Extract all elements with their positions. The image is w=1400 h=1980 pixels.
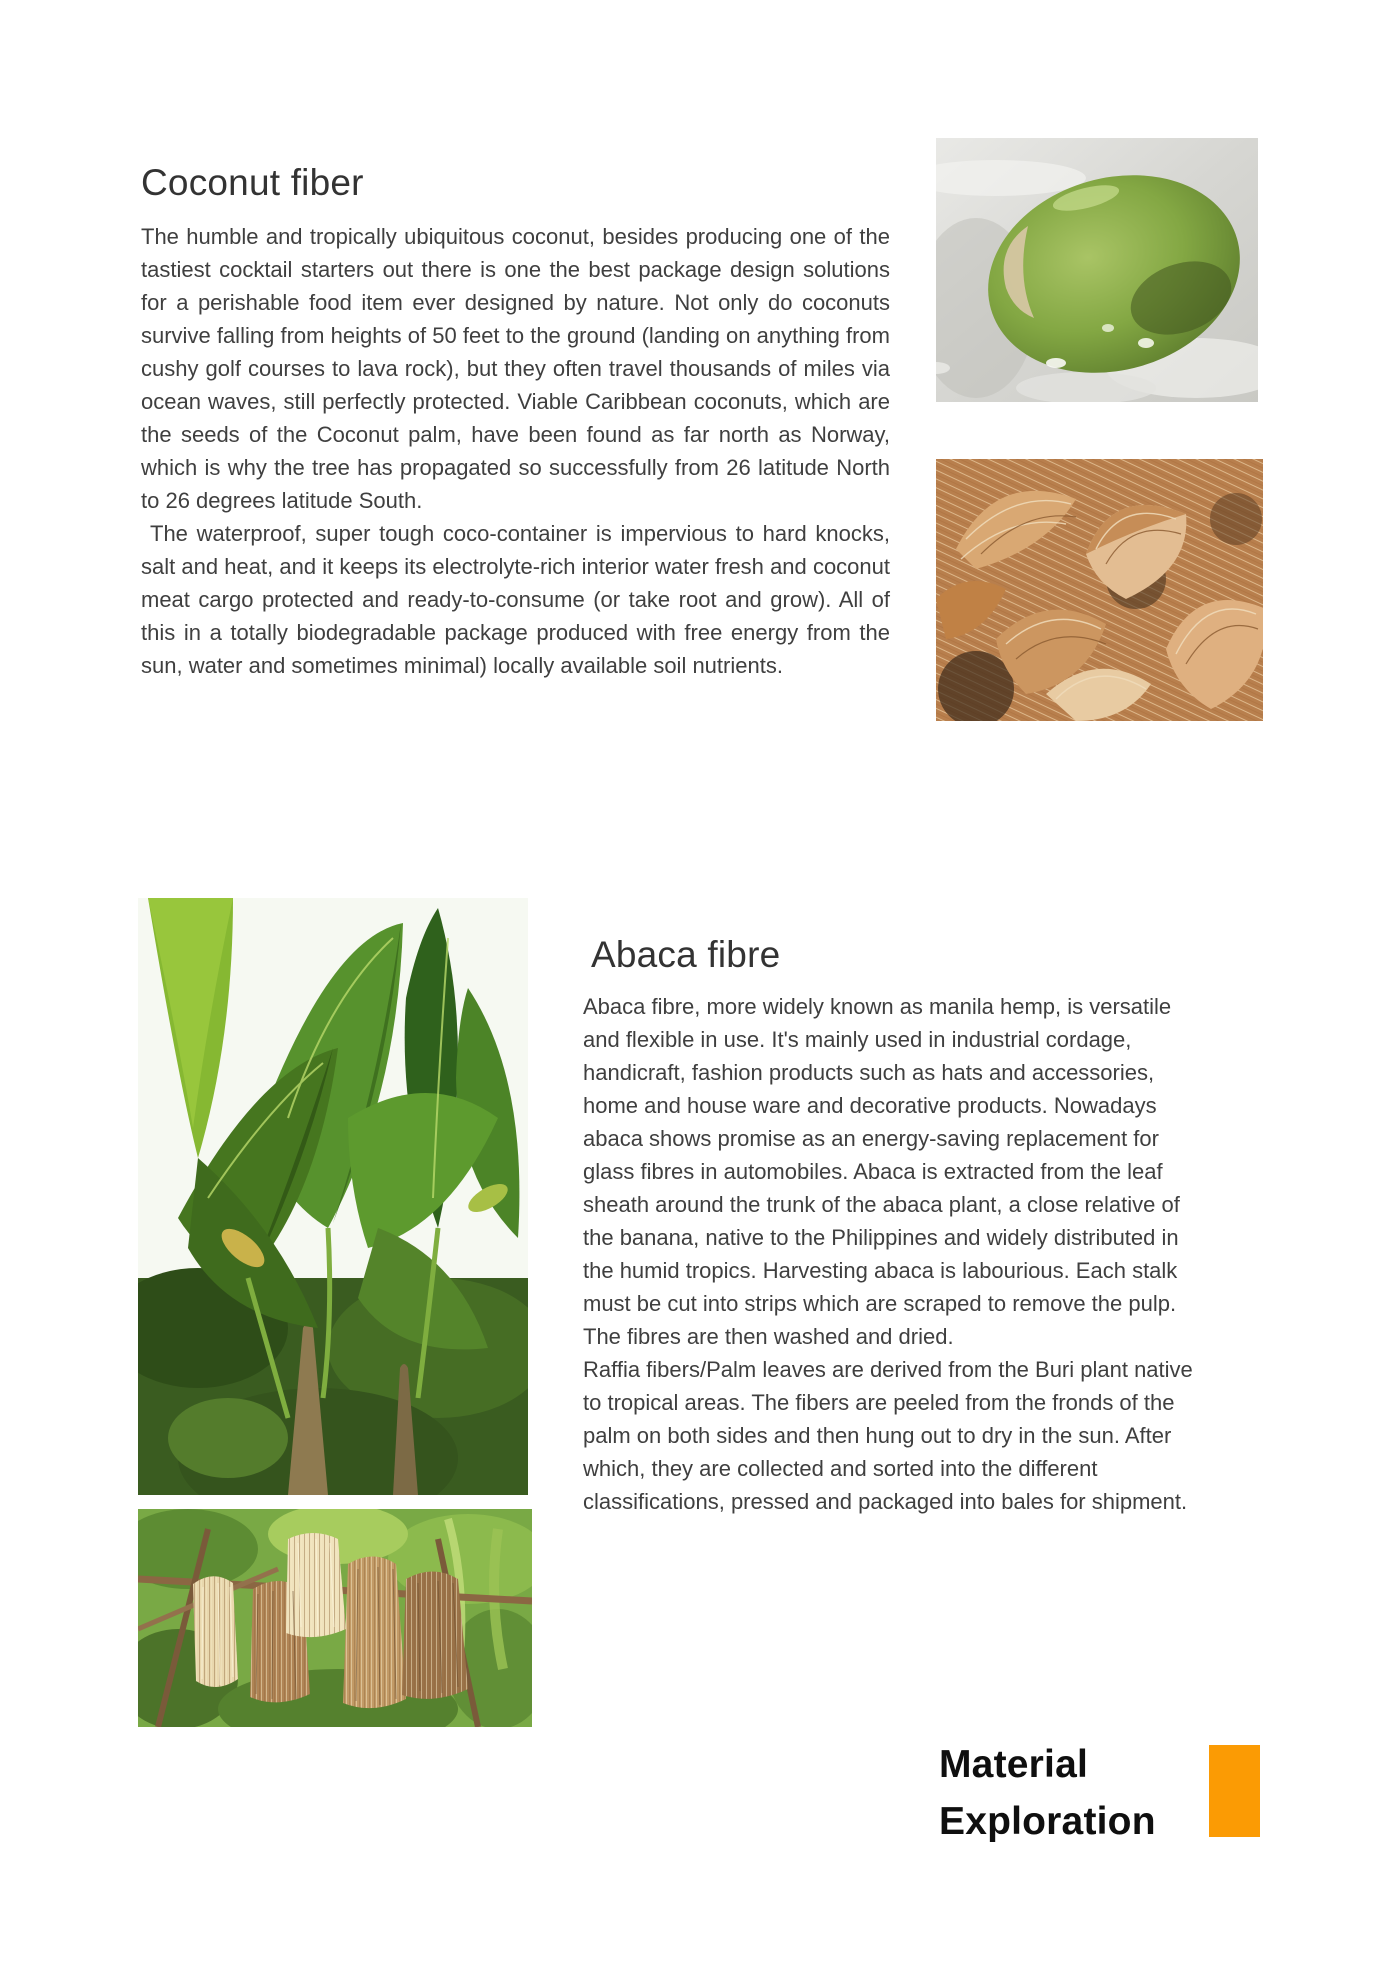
coconut-section-title: Coconut fiber (141, 161, 364, 203)
green-coconut-photo (936, 138, 1258, 402)
abaca-plants-photo (138, 898, 528, 1495)
drying-fibers-illustration (138, 1509, 532, 1727)
coconut-paragraph-2: The waterproof, super tough coco-container is impervious to hard knocks, salt and heat, and it keeps its electrolyte-rich interior water fresh and coconut meat cargo protected and ready-to-consume (or take root and grow). All of this in a totally biodegradable package produced with free energy from the sun, water and sometimes minimal) locally available soil nutrients. (141, 521, 890, 678)
abaca-paragraph-2: Raffia fibers/Palm leaves are derived from the Buri plant native to tropical areas. The fibers are peeled from the fronds of the palm on both sides and then hung out to dry in the sun. After which, they are collected and sorted into the different classifications, pressed and packaged into bales for shipment. (583, 1357, 1193, 1514)
abaca-paragraph-1: Abaca fibre, more widely known as manila hemp, is versatile and flexible in use. It's mainly used in industrial cordage, handicraft, fashion products such as hats and accessories, home and house ware and decorative products. Nowadays abaca shows promise as an energy-saving replacement for glass fibres in automobiles. Abaca is extracted from the leaf sheath around the trunk of the abaca plant, a close relative of the banana, native to the Philippines and widely distributed in the humid tropics. Harvesting abaca is labourious. Each stalk must be cut into strips which are scraped to remove the pulp. The fibres are then washed and dried. (583, 994, 1180, 1349)
abaca-section-body (583, 990, 1208, 1518)
abaca-section-title: Abaca fibre (591, 933, 781, 975)
footer-title (939, 1736, 1156, 1850)
coconut-paragraph-1: The humble and tropically ubiquitous coconut, besides producing one of the tastiest cocktail starters out there is one the best package design solutions for a perishable food item ever designed by nature. Not only do coconuts survive falling from heights of 50 feet to the ground (landing on anything from cushy golf courses to lava rock), but they often travel thousands of miles via ocean waves, still perfectly protected. Viable Caribbean coconuts, which are the seeds of the Coconut palm, have been found as far north as Norway, which is why the tree has propagated so successfully from 26 latitude North to 26 degrees latitude South. (141, 224, 890, 513)
green-coconut-illustration (936, 138, 1258, 402)
drying-fibers-photo (138, 1509, 532, 1727)
coconut-husk-photo (936, 459, 1263, 721)
footer-title-line2: Exploration (939, 1800, 1156, 1843)
abaca-plants-illustration (138, 898, 528, 1495)
orange-accent-rectangle (1209, 1745, 1260, 1837)
footer-title-line1: Material (939, 1743, 1088, 1786)
coconut-section-body (141, 220, 890, 682)
coconut-husk-illustration (936, 459, 1263, 721)
